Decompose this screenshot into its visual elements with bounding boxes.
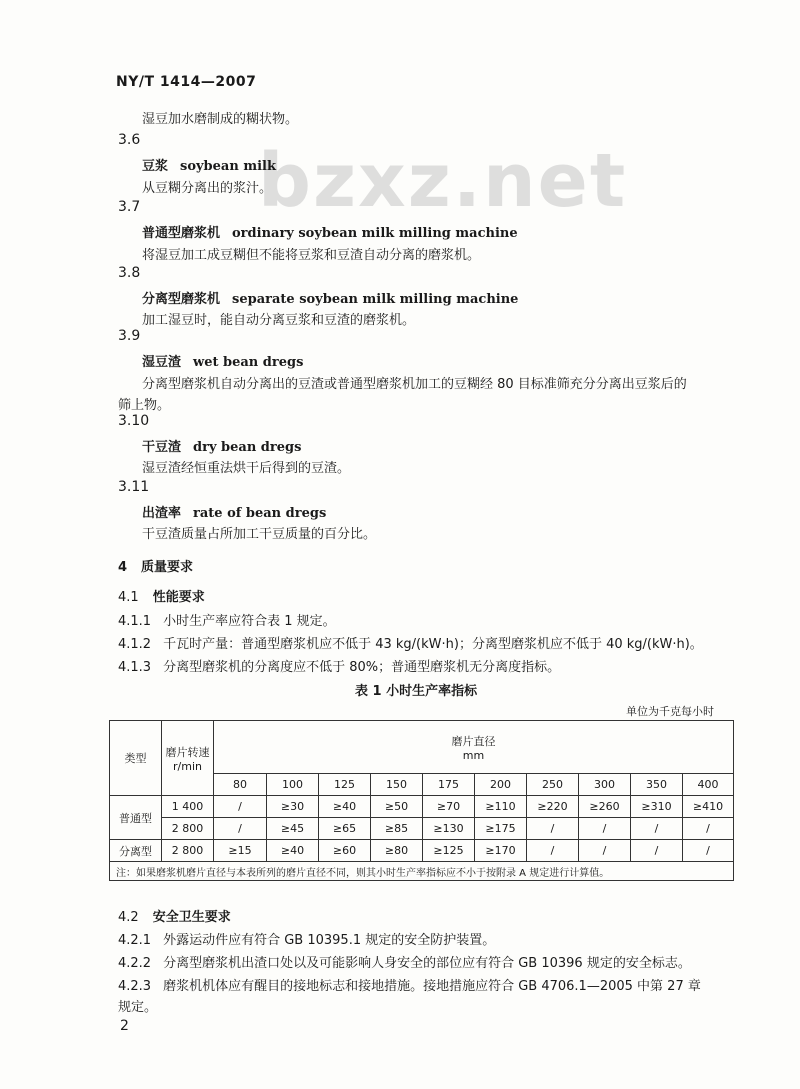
clause-3-6-number: 3.6 [118, 132, 141, 148]
value-cell: / [214, 818, 267, 840]
value-cell: ≥15 [214, 840, 267, 862]
value-cell: ≥175 [475, 818, 527, 840]
table-unit: 单位为千克每小时 [626, 705, 714, 718]
clause-3-8-number: 3.8 [118, 265, 141, 281]
speed-cell: 1 400 [162, 796, 214, 818]
page-number: 2 [120, 1018, 129, 1034]
value-cell: ≥85 [371, 818, 423, 840]
clause-3-11-text: 干豆渣质量占所加工干豆质量的百分比。 [142, 527, 377, 542]
type-separate: 分离型 [110, 840, 162, 862]
value-cell: ≥40 [319, 796, 371, 818]
speed-cell: 2 800 [162, 818, 214, 840]
value-cell: ≥60 [319, 840, 371, 862]
section-4-2-title: 安全卫生要求 [152, 910, 231, 925]
clause-3-10-text: 湿豆渣经恒重法烘干后得到的豆渣。 [142, 461, 351, 476]
clause-3-7-term [142, 222, 518, 241]
diameter-cell: 175 [423, 774, 475, 796]
clause-text: 分离型磨浆机出渣口处以及可能影响人身安全的部位应有符合 GB 10396 规定的安全标志。 [163, 956, 691, 971]
clause-number: 4.2.3 [118, 979, 152, 994]
section-4-2-number: 4.2 [118, 910, 139, 925]
value-cell: ≥170 [475, 840, 527, 862]
section-4-1-heading [118, 586, 205, 605]
clause-4-1-1 [118, 610, 336, 629]
diameter-cell: 80 [214, 774, 267, 796]
clause-4-2-1 [118, 929, 495, 948]
section-4-1-title: 性能要求 [152, 590, 205, 605]
section-4-title: 质量要求 [141, 560, 194, 575]
header-speed-unit: r/min [173, 759, 202, 773]
value-cell: ≥40 [267, 840, 319, 862]
term-en: ordinary soybean milk milling machine [232, 226, 518, 241]
value-cell: ≥310 [631, 796, 683, 818]
clause-3-6-text: 从豆糊分离出的浆汁。 [142, 181, 273, 196]
term-en: dry bean dregs [193, 440, 302, 455]
clause-text: 小时生产率应符合表 1 规定。 [163, 614, 336, 629]
clause-number: 4.2.1 [118, 933, 152, 948]
clause-3-9-text-line1: 分离型磨浆机自动分离出的豆渣或普通型磨浆机加工的豆糊经 80 目标准筛充分分离出豆浆后的 [142, 377, 687, 392]
clause-3-11-term [142, 502, 326, 521]
diameter-cell: 200 [475, 774, 527, 796]
diameter-cell: 150 [371, 774, 423, 796]
value-cell: ≥70 [423, 796, 475, 818]
clause-3-10-number: 3.10 [118, 413, 150, 429]
term-en: rate of bean dregs [193, 506, 327, 521]
section-4-number: 4 [118, 560, 128, 575]
value-cell: ≥65 [319, 818, 371, 840]
header-type: 类型 [110, 721, 162, 796]
clause-number: 4.1.1 [118, 614, 152, 629]
clause-3-11-number: 3.11 [118, 479, 150, 495]
header-speed [162, 721, 214, 796]
value-cell: ≥125 [423, 840, 475, 862]
watermark: bzxz.net [258, 138, 628, 224]
clause-number: 4.1.3 [118, 660, 152, 675]
value-cell: / [527, 840, 579, 862]
value-cell: ≥260 [579, 796, 631, 818]
clause-3-6-term [142, 155, 276, 174]
section-4-1-number: 4.1 [118, 590, 139, 605]
diameter-cell: 250 [527, 774, 579, 796]
clause-4-1-3 [118, 656, 560, 675]
clause-4-1-2 [118, 633, 703, 652]
term-en: wet bean dregs [193, 355, 304, 370]
term-en: separate soybean milk milling machine [232, 292, 519, 307]
table-row [110, 796, 734, 818]
value-cell: / [527, 818, 579, 840]
production-rate-table [109, 720, 734, 881]
term-cn: 干豆渣 [142, 440, 182, 455]
header-speed-label: 磨片转速 [165, 745, 210, 759]
term-cn: 普通型磨浆机 [142, 226, 221, 241]
clause-3-9-number: 3.9 [118, 328, 141, 344]
clause-3-7-text: 将湿豆加工成豆糊但不能将豆浆和豆渣自动分离的磨浆机。 [142, 248, 481, 263]
value-cell: ≥220 [527, 796, 579, 818]
clause-text: 千瓦时产量：普通型磨浆机应不低于 43 kg/(kW·h)；分离型磨浆机应不低于 40 kg/(kW·h)。 [163, 637, 703, 652]
standard-code-header: NY/T 1414—2007 [116, 74, 257, 90]
table-row [110, 840, 734, 862]
clause-4-2-3 [118, 975, 701, 994]
value-cell: / [683, 840, 734, 862]
diameter-cell: 100 [267, 774, 319, 796]
clause-text: 分离型磨浆机的分离度应不低于 80%；普通型磨浆机无分离度指标。 [163, 660, 561, 675]
clause-4-2-2 [118, 952, 691, 971]
clause-4-2-3-continuation: 规定。 [118, 1000, 158, 1015]
header-diameter-unit: mm [462, 748, 485, 762]
value-cell: ≥410 [683, 796, 734, 818]
clause-3-7-number: 3.7 [118, 199, 141, 215]
clause-3-9-term [142, 351, 303, 370]
table-title: 表 1 小时生产率指标 [355, 684, 478, 699]
header-diameter-label: 磨片直径 [451, 734, 496, 748]
diameter-cell: 300 [579, 774, 631, 796]
diameter-cell: 350 [631, 774, 683, 796]
clause-3-8-text: 加工湿豆时，能自动分离豆浆和豆渣的磨浆机。 [142, 313, 416, 328]
table-row [110, 818, 734, 840]
value-cell: ≥45 [267, 818, 319, 840]
value-cell: / [214, 796, 267, 818]
term-cn: 分离型磨浆机 [142, 292, 221, 307]
value-cell: / [579, 818, 631, 840]
intro-line: 湿豆加水磨制成的糊状物。 [142, 112, 299, 127]
value-cell: ≥110 [475, 796, 527, 818]
clause-text: 磨浆机机体应有醒目的接地标志和接地措施。接地措施应符合 GB 4706.1—2005 中第 27 章 [163, 979, 701, 994]
header-diameter [214, 721, 734, 774]
value-cell: ≥30 [267, 796, 319, 818]
clause-3-8-term [142, 288, 518, 307]
term-cn: 湿豆渣 [142, 355, 182, 370]
clause-3-9-text-line2: 筛上物。 [118, 398, 171, 413]
value-cell: / [631, 840, 683, 862]
clause-number: 4.2.2 [118, 956, 152, 971]
value-cell: / [579, 840, 631, 862]
diameter-cell: 125 [319, 774, 371, 796]
section-4-heading [118, 556, 193, 575]
value-cell: ≥130 [423, 818, 475, 840]
diameter-cell: 400 [683, 774, 734, 796]
clause-text: 外露运动件应有符合 GB 10395.1 规定的安全防护装置。 [163, 933, 496, 948]
term-en: soybean milk [180, 159, 276, 174]
table-note: 注：如果磨浆机磨片直径与本表所列的磨片直径不同，则其小时生产率指标应不小于按附录 A 规定进行计算值。 [110, 862, 734, 881]
value-cell: / [683, 818, 734, 840]
section-4-2-heading [118, 906, 231, 925]
value-cell: / [631, 818, 683, 840]
value-cell: ≥50 [371, 796, 423, 818]
value-cell: ≥80 [371, 840, 423, 862]
speed-cell: 2 800 [162, 840, 214, 862]
clause-3-10-term [142, 436, 301, 455]
term-cn: 出渣率 [142, 506, 182, 521]
type-ordinary: 普通型 [110, 796, 162, 840]
term-cn: 豆浆 [142, 159, 169, 174]
clause-number: 4.1.2 [118, 637, 152, 652]
